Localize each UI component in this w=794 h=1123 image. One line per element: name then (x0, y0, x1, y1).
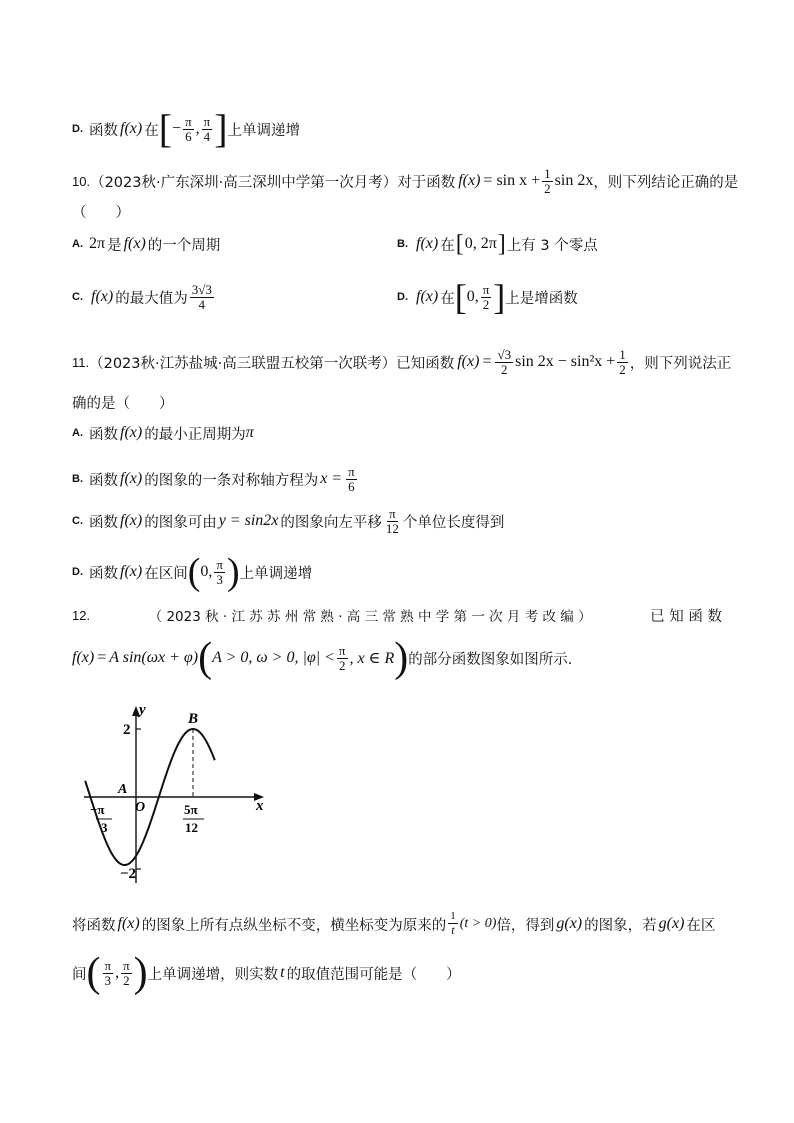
q10-option-b: B. f(x) 在 [ 0, 2π ] 上有 3 个零点 (397, 231, 598, 257)
question-number: 12. (72, 607, 91, 623)
question-text: 倍，得到 (496, 917, 555, 934)
x-left-num: −π (90, 802, 105, 817)
question-text: 已知函数 (396, 355, 455, 372)
fraction-1-t: $\frac{1}{t}$ (450, 910, 456, 937)
option-text: 个单位长度得到 (402, 514, 505, 531)
function-definition: A sin(ωx + φ) (109, 649, 199, 666)
answer-blank: （ ） (72, 204, 130, 221)
q10-stem (72, 162, 738, 200)
option-text: 的最大值为 (115, 290, 188, 307)
question-text: 上单调递增，则实数 (147, 966, 279, 983)
origin-label: O (135, 800, 146, 815)
option-label: D. (397, 291, 408, 303)
q10-option-d: D. f(x) 在 [ 0, $\frac{\pi}{2}$ ] 上是增函数 (397, 277, 578, 317)
question-text: ，则下列说法正 (629, 355, 732, 372)
bracket-right: ] (214, 106, 228, 151)
fraction-half: $\frac{1}{2}$ (544, 165, 551, 196)
q12-stem (72, 602, 722, 628)
option-text: 的图象向左平移 (280, 514, 382, 531)
question-text: 将函数 (72, 917, 116, 934)
option-text: 的最小正周期为 (144, 426, 246, 443)
fraction-sqrt3-2: $\frac{√3}{2}$ (497, 346, 512, 377)
fraction-half: $\frac{1}{2}$ (619, 346, 626, 377)
function-fx: f(x) (91, 288, 114, 305)
base-function: y = sin2x (218, 512, 279, 529)
fraction-3sqrt3-4: $\frac{3√3}{4}$ (191, 281, 212, 312)
sin2x-term: sin 2x (515, 353, 554, 370)
q11-option-c (72, 500, 504, 542)
option-label: A. (72, 427, 83, 439)
question-text: 在区 (686, 917, 716, 934)
q10-option-a (72, 232, 220, 256)
q11-option-b (72, 458, 359, 500)
interval-0-2pi: 0, 2π (464, 235, 497, 252)
option-label: B. (72, 473, 83, 485)
q11-option-a (72, 420, 254, 446)
sin-term: sin x + (496, 172, 541, 189)
function-fx: f(x) (120, 563, 143, 580)
question-text: ，则下列结论正确的是 (593, 174, 739, 191)
x-left-den: 3 (101, 820, 108, 835)
fraction-pi-2: $\frac{\pi}{2}$ (482, 281, 490, 312)
option-label: B. (397, 238, 408, 250)
question-text: 的部分函数图象如图所示. (408, 651, 573, 668)
option-text: 的图象的一条对称轴方程为 (144, 472, 319, 489)
y-max-label: 2 (123, 722, 131, 738)
question-text: 的取值范围可能是（ ） (286, 966, 461, 983)
function-gx: g(x) (658, 915, 685, 932)
point-a-label: A (118, 782, 128, 797)
value-2pi: 2π (89, 235, 106, 252)
q12-paragraph-cont: 间 ( $\frac{\pi}{3}$ , $\frac{\pi}{2}$ ) 上单调递增，则实数 t 的取值范围可能是（ ） (72, 950, 461, 996)
fraction-pi-6: $\frac{\pi}{6}$ (348, 463, 355, 494)
function-fx: f(x) (457, 353, 480, 370)
q9-option-d: D. 函数 f(x) 在 [ − $\frac{\pi}{6}$ , $\frac{\pi}{4}$ ] 上单调递增 (72, 106, 301, 151)
q12-paragraph (72, 904, 715, 944)
option-text: 上有 3 个零点 (506, 237, 598, 254)
x-right-num: 5π (184, 802, 198, 817)
question-text: 的图象，若 (584, 917, 657, 934)
question-source: （ 2023 秋 · 江 苏 苏 州 常 熟 · 高 三 常 熟 中 学 第 一 次 月 考 改 编 ） (148, 609, 592, 625)
function-fx: f(x) (120, 470, 143, 487)
function-fx: f(x) (72, 649, 95, 666)
question-source: （2023秋·江苏盐城·高三联盟五校第一次联考） (89, 355, 397, 372)
axis-equation: x = (320, 470, 343, 487)
fraction-pi-3: $\frac{\pi}{3}$ (216, 556, 223, 587)
function-fx: f(x) (123, 235, 146, 252)
option-label: D. (72, 566, 83, 578)
fraction-pi-2: $\frac{\pi}{2}$ (123, 957, 130, 988)
option-text: 在 (440, 237, 455, 254)
q11-stem (72, 340, 731, 384)
option-text: 函数 (89, 565, 118, 582)
option-text: 在区间 (144, 565, 188, 582)
interval-start: 0, (466, 288, 479, 305)
fraction-pi-4: $\frac{\pi}{4}$ (203, 113, 211, 144)
q12-stem-cont: f(x) = A sin(ωx + φ) ( A > 0, ω > 0, |φ| < $\frac{\pi}{2}$ , x ∈ R ) 的部分函数图象如图所示. (72, 635, 573, 681)
option-text: 在 (144, 122, 159, 139)
question-text: 间 (72, 966, 87, 983)
fraction-pi-6: $\frac{\pi}{6}$ (185, 113, 192, 144)
question-number: 11. (72, 354, 90, 370)
q11-option-d: D. 函数 f(x) 在区间 ( 0, $\frac{\pi}{3}$ ) 上单调递增 (72, 551, 313, 593)
question-text: 的图象上所有点纵坐标不变，横坐标变为原来的 (141, 917, 447, 934)
function-fx: f(x) (120, 512, 143, 529)
option-text: 的图象可由 (144, 514, 217, 531)
function-graph (80, 700, 280, 890)
option-text: 在 (440, 290, 455, 307)
option-label: D. (72, 123, 83, 135)
equals-sign: = (482, 353, 492, 370)
option-text: 是 (107, 237, 122, 254)
option-label: C. (72, 291, 83, 303)
fraction-pi-3: $\frac{\pi}{3}$ (104, 957, 112, 988)
function-fx: f(x) (120, 424, 143, 441)
x-right-den: 12 (185, 820, 198, 835)
option-text: 的一个周期 (147, 237, 221, 254)
variable-t: t (280, 964, 285, 981)
q10-blank (72, 200, 130, 222)
question-source: （2023秋·广东深圳·高三深圳中学第一次月考） (90, 174, 398, 191)
function-fx: f(x) (416, 288, 439, 305)
function-fx: f(x) (120, 120, 143, 137)
option-text: 函数 (89, 472, 118, 489)
y-min-label: −2 (120, 866, 137, 882)
x-axis-label: x (256, 798, 264, 814)
question-number: 10. (72, 173, 91, 189)
function-fx: f(x) (117, 915, 140, 932)
equals-sign: = (483, 172, 493, 189)
function-gx: g(x) (556, 915, 583, 932)
y-axis-label: y (139, 702, 146, 718)
t-condition: (t > 0) (459, 916, 497, 931)
q11-stem-cont (72, 390, 174, 414)
function-fx: f(x) (458, 172, 481, 189)
question-text: 已 知 函 数 (650, 608, 722, 625)
q10-option-c (72, 276, 216, 318)
fraction-pi-2: $\frac{\pi}{2}$ (338, 642, 346, 673)
option-text: 上单调递增 (239, 565, 313, 582)
option-text: 函数 (89, 514, 118, 531)
option-text: 上是增函数 (505, 290, 578, 307)
option-label: A. (72, 238, 83, 250)
question-text: 确的是（ ） (72, 395, 174, 412)
equals-sign: = (97, 649, 107, 666)
option-label: C. (72, 515, 83, 527)
option-text: 函数 (89, 122, 118, 139)
parameter-conditions: A > 0, ω > 0, |φ| < (212, 649, 335, 666)
function-fx: f(x) (416, 235, 439, 252)
minus-sign: − (172, 120, 182, 137)
interval-start: 0, (200, 563, 213, 580)
value-pi: π (245, 424, 254, 441)
point-b-label: B (188, 711, 199, 727)
domain-condition: , x ∈ R (349, 650, 395, 667)
fraction-pi-12: $\frac{\pi}{12}$ (385, 505, 399, 536)
question-text: 对于函数 (397, 174, 456, 191)
option-text: 上单调递增 (227, 122, 301, 139)
sin2x-term: sin 2x (554, 172, 594, 189)
option-text: 函数 (89, 426, 118, 443)
sin-squared-term: − sin²x + (557, 353, 616, 370)
bracket-left: [ (158, 106, 173, 151)
